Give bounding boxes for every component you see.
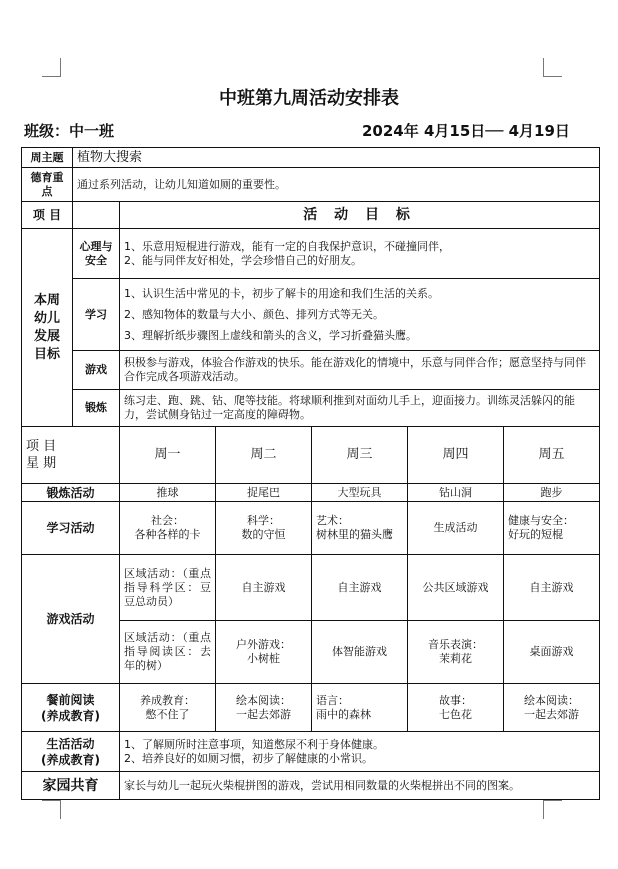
goal-content <box>120 229 600 279</box>
schedule-corner-header <box>22 427 120 484</box>
game-cell: 公共区域游戏 <box>408 555 504 621</box>
game-cell: 区域活动：（重点指导阅读区：去年的树） <box>120 621 216 684</box>
reading-cell: 养成教育： 憋不住了 <box>120 684 216 732</box>
goal-label: 心理与安全 <box>73 229 120 279</box>
goal-label: 锻炼 <box>73 390 120 427</box>
goal-content: 积极参与游戏，体验合作游戏的快乐。能在游戏化的情境中，乐意与同伴合作；愿意坚持与同伴合作完成各项游戏活动。 <box>120 351 600 390</box>
goal-label: 游戏 <box>73 351 120 390</box>
schedule-table <box>21 147 600 800</box>
study-cell: 艺术： 树林里的猫头鹰 <box>312 502 408 555</box>
moral-value: 通过系列活动，让幼儿知道如厕的重要性。 <box>73 168 600 202</box>
goal-content: 练习走、跑、跳、钻、爬等技能。将球顺利推到对面幼儿手上，迎面接力。训练灵活躲闪的能力，尝试侧身钻过一定高度的障碍物。 <box>120 390 600 427</box>
item-label: 项 目 <box>26 439 57 454</box>
class-label: 班级：中一班 <box>24 122 115 140</box>
day-header: 周五 <box>504 427 600 484</box>
exercise-cell: 钻山洞 <box>408 484 504 502</box>
games-label: 游戏活动 <box>22 555 120 684</box>
crop-mark <box>543 58 562 77</box>
life-line: 1、了解厕所时注意事项，知道憋尿不利于身体健康。 <box>124 737 384 751</box>
study-cell: 生成活动 <box>408 502 504 555</box>
game-cell: 区域活动：（重点指导科学区：豆豆总动员） <box>120 555 216 621</box>
life-label: 生活活动 (养成教育) <box>22 732 120 772</box>
study-label: 学习活动 <box>22 502 120 555</box>
goal-line: 2、能与同伴友好相处，学会珍惜自己的好朋友。 <box>124 253 362 267</box>
study-cell: 社会： 各种各样的卡 <box>120 502 216 555</box>
life-line: 2、培养良好的如厕习惯，初步了解健康的小常识。 <box>124 751 373 765</box>
exercise-cell: 捉尾巴 <box>216 484 312 502</box>
crop-mark <box>42 800 61 819</box>
home-content: 家长与幼儿一起玩火柴棍拼图的游戏，尝试用相同数量的火柴棍拼出不同的图案。 <box>120 772 600 800</box>
goal-line: 3、理解折纸步骤图上虚线和箭头的含义，学习折叠猫头鹰。 <box>124 329 417 342</box>
reading-cell: 绘本阅读： 一起去郊游 <box>504 684 600 732</box>
goal-line: 2、感知物体的数量与大小、颜色、排列方式等无关。 <box>124 308 384 321</box>
day-header: 周三 <box>312 427 408 484</box>
reading-label: 餐前阅读 (养成教育) <box>22 684 120 732</box>
goal-content <box>120 279 600 351</box>
day-header: 周四 <box>408 427 504 484</box>
day-header: 周二 <box>216 427 312 484</box>
exercise-cell: 跑步 <box>504 484 600 502</box>
crop-mark <box>42 58 61 77</box>
exercise-cell: 推球 <box>120 484 216 502</box>
theme-label: 周主题 <box>22 148 73 168</box>
study-cell: 健康与安全： 好玩的短棍 <box>504 502 600 555</box>
page-title: 中班第九周活动安排表 <box>219 88 399 109</box>
goals-header: 活 动 目 标 <box>120 202 600 229</box>
goal-label: 学习 <box>73 279 120 351</box>
life-content <box>120 732 600 772</box>
date-range: 2024年 4月15日── 4月19日 <box>362 122 570 140</box>
theme-value: 植物大搜索 <box>73 148 600 168</box>
goal-line: 1、认识生活中常见的卡，初步了解卡的用途和我们生活的关系。 <box>124 287 439 300</box>
goals-group-label: 本周幼儿发展目标 <box>22 229 73 427</box>
game-cell: 户外游戏： 小树桩 <box>216 621 312 684</box>
game-cell: 自主游戏 <box>216 555 312 621</box>
game-cell: 自主游戏 <box>504 555 600 621</box>
game-cell: 音乐表演： 茉莉花 <box>408 621 504 684</box>
goals-item-header: 项 目 <box>22 202 73 229</box>
week-label: 星 期 <box>26 456 57 471</box>
game-cell: 自主游戏 <box>312 555 408 621</box>
empty-cell <box>73 202 120 229</box>
crop-mark <box>543 800 562 819</box>
exercise-cell: 大型玩具 <box>312 484 408 502</box>
exercise-label: 锻炼活动 <box>22 484 120 502</box>
goal-line: 1、乐意用短棍进行游戏，能有一定的自我保护意识，不碰撞同伴， <box>124 239 450 253</box>
reading-cell: 绘本阅读： 一起去郊游 <box>216 684 312 732</box>
home-label: 家园共育 <box>22 772 120 800</box>
day-header: 周一 <box>120 427 216 484</box>
game-cell: 体智能游戏 <box>312 621 408 684</box>
study-cell: 科学： 数的守恒 <box>216 502 312 555</box>
game-cell: 桌面游戏 <box>504 621 600 684</box>
reading-cell: 语言： 雨中的森林 <box>312 684 408 732</box>
reading-cell: 故事： 七色花 <box>408 684 504 732</box>
moral-label: 德育重点 <box>22 168 73 202</box>
